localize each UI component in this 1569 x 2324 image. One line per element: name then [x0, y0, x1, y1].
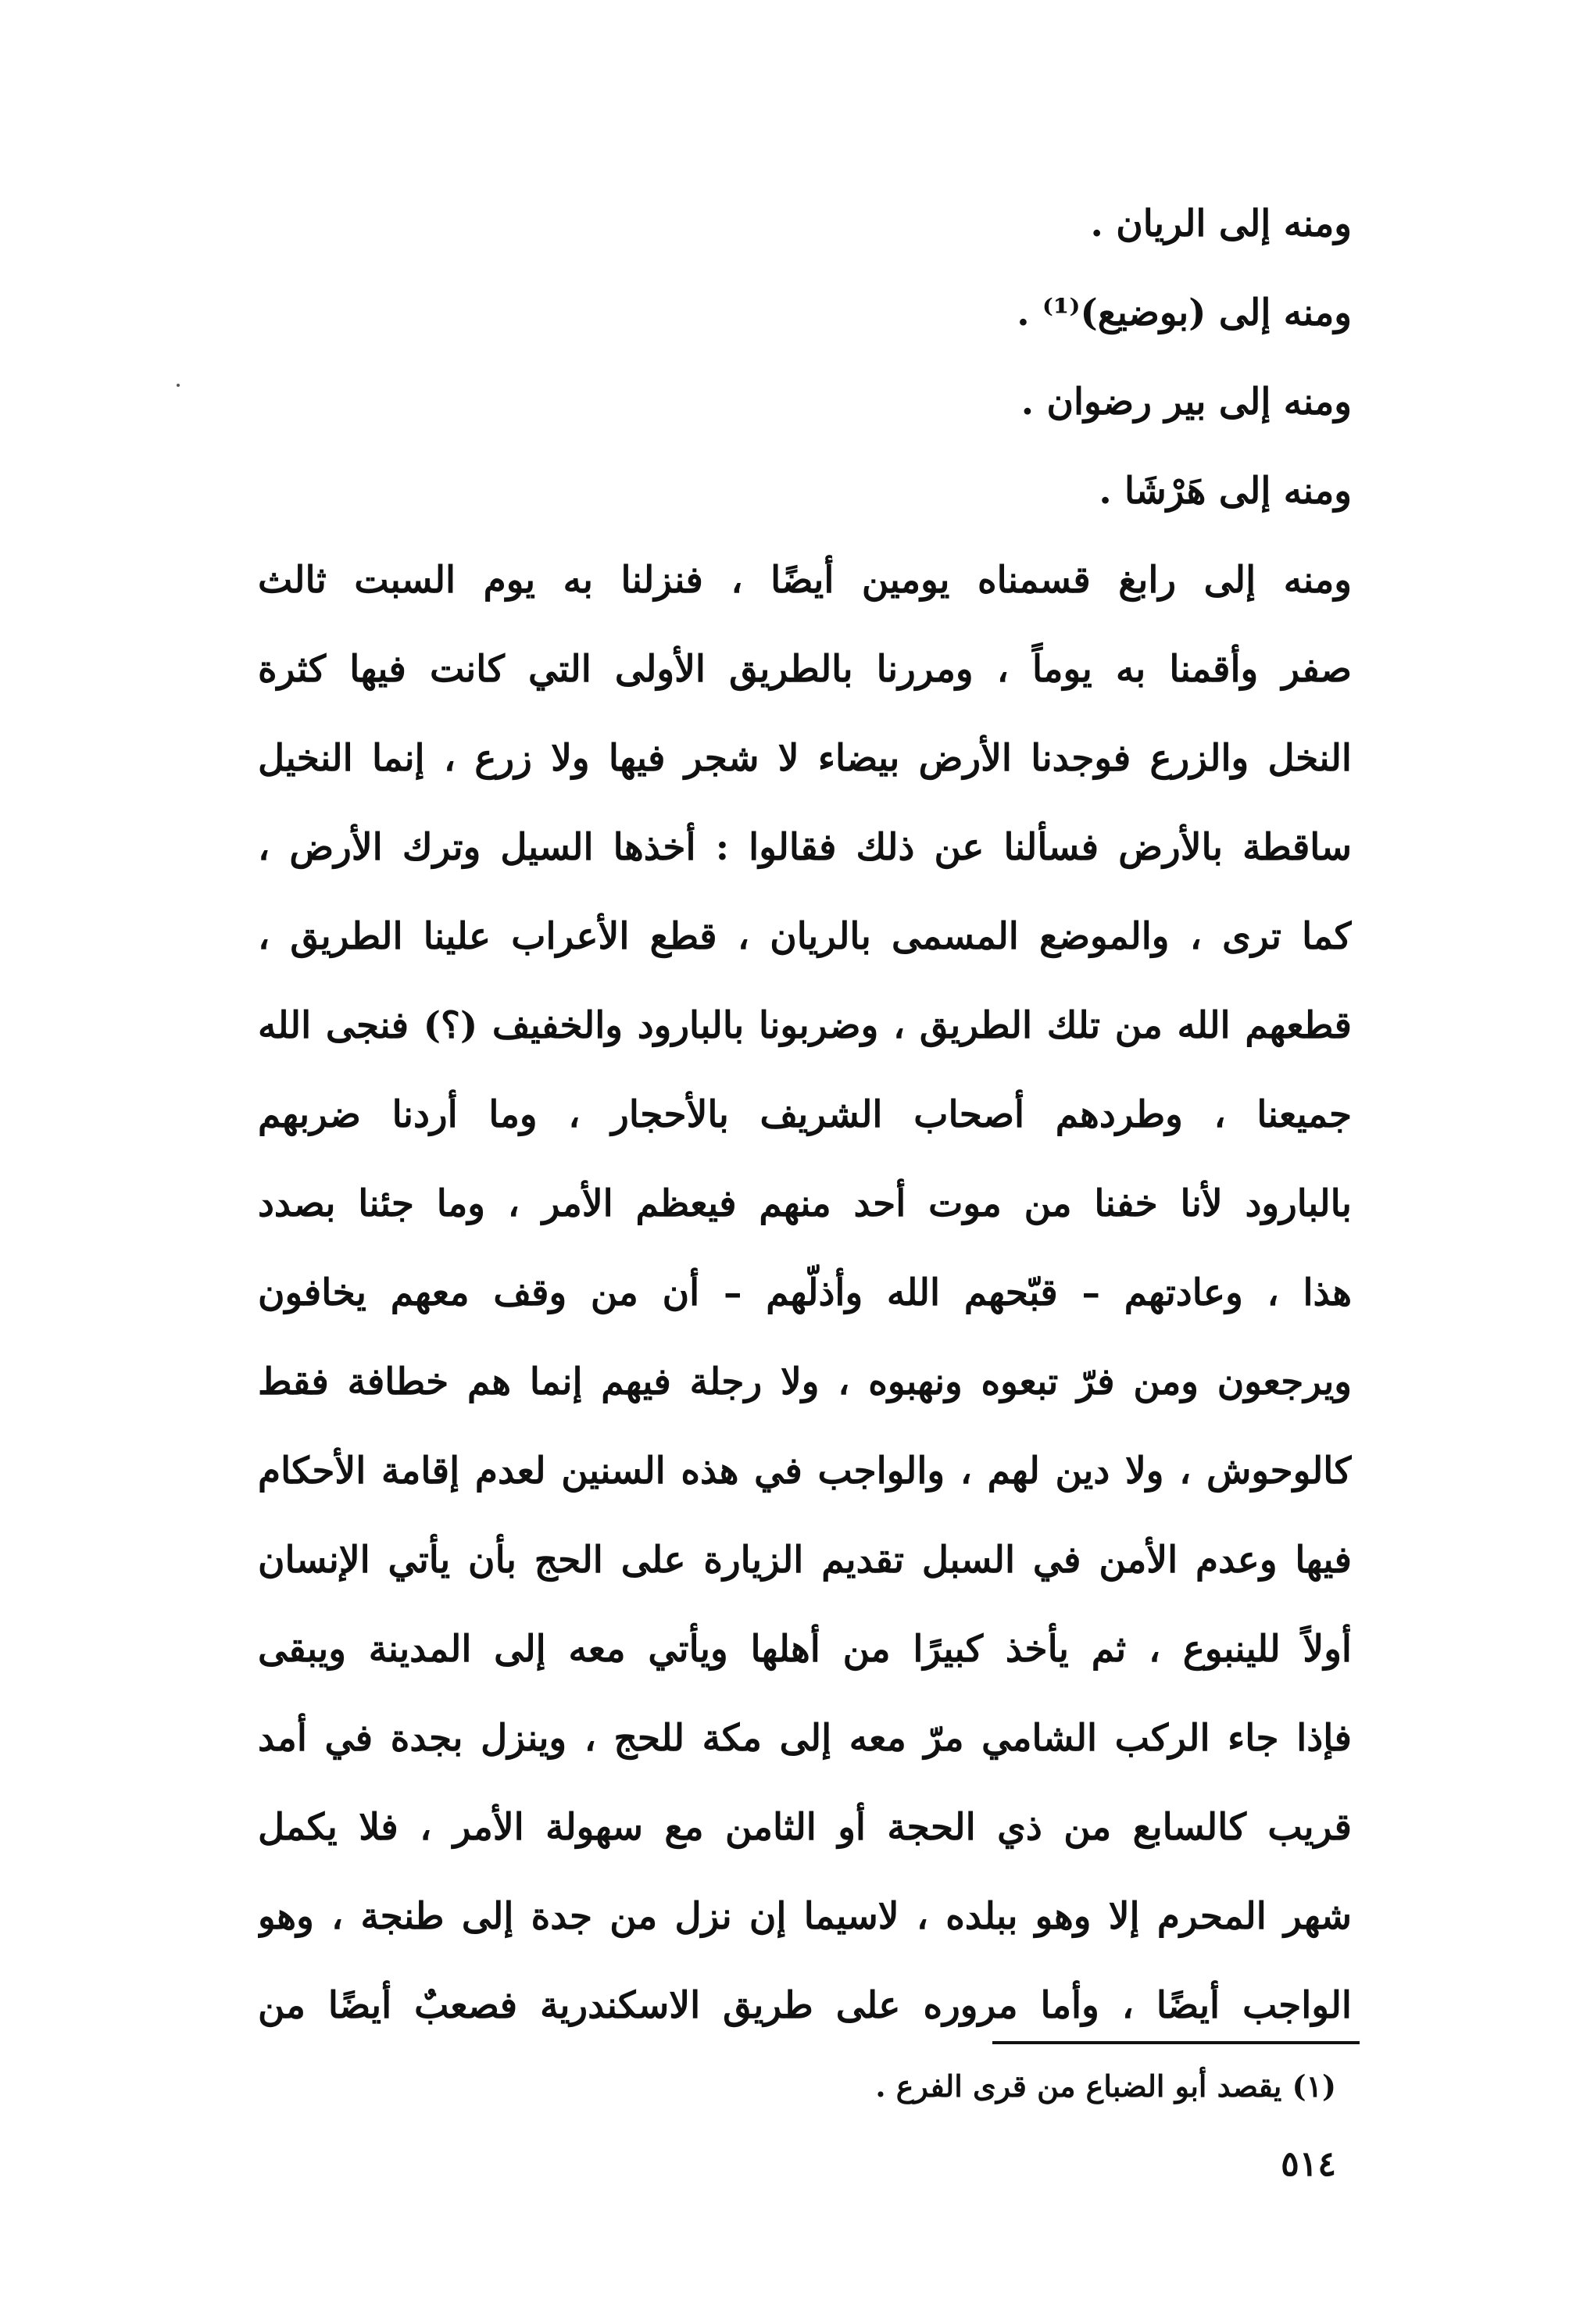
text-line: ومنه إلى رابغ قسمناه يومين أيضًا ، فنزلنا به يوم السبت ثالث — [258, 559, 1352, 602]
text-line: صفر وأقمنا به يوماً ، ومررنا بالطريق الأولى التي كانت فيها كثرة — [258, 648, 1352, 691]
text-line: كما ترى ، والموضع المسمى بالريان ، قطع الأعراب علينا الطريق ، — [258, 915, 1352, 958]
text-line: جميعنا ، وطردهم أصحاب الشريف بالأحجار ، وما أردنا ضربهم — [258, 1093, 1352, 1136]
text-line: النخل والزرع فوجدنا الأرض بيضاء لا شجر فيها ولا زرع ، إنما النخيل — [258, 737, 1352, 780]
text-line: ومنه إلى بير رضوان . — [1020, 381, 1352, 424]
text-line: أولاً للينبوع ، ثم يأخذ كبيرًا من أهلها ويأتي معه إلى المدينة ويبقى — [258, 1628, 1352, 1671]
text-line: قريب كالسابع من ذي الحجة أو الثامن مع سهولة الأمر ، فلا يكمل — [258, 1806, 1352, 1849]
text-line: شهر المحرم إلا وهو ببلده ، لاسيما إن نزل من جدة إلى طنجة ، وهو — [258, 1895, 1352, 1938]
text-line: ومنه إلى هَرْشَا . — [1099, 470, 1352, 513]
text-line: ويرجعون ومن فرّ تبعوه ونهبوه ، ولا رجلة فيهم إنما هم خطافة فقط — [258, 1360, 1352, 1403]
scan-speck — [177, 384, 180, 387]
footnote: (١) يقصد أبو الضباع من قرى الفرع . — [875, 2068, 1336, 2104]
text-line: قطعهم الله من تلك الطريق ، وضربونا بالبارود والخفيف (؟) فنجى الله — [258, 1004, 1352, 1047]
text-line: الواجب أيضًا ، وأما مروره على طريق الاسكندرية فصعبٌ أيضًا من — [258, 1984, 1352, 2027]
text-line: فيها وعدم الأمن في السبل تقديم الزيارة على الحج بأن يأتي الإنسان — [258, 1539, 1352, 1582]
page-number: ٥١٤ — [1281, 2144, 1336, 2184]
body-text — [258, 180, 1352, 2050]
text-line: ومنه إلى (بوضيع)⁽¹⁾ . — [1017, 291, 1352, 334]
text-line: كالوحوش ، ولا دين لهم ، والواجب في هذه السنين لعدم إقامة الأحكام — [258, 1450, 1352, 1493]
text-line: ومنه إلى الريان . — [1090, 202, 1352, 245]
text-line: ساقطة بالأرض فسألنا عن ذلك فقالوا : أخذها السيل وترك الأرض ، — [258, 826, 1352, 869]
text-line: هذا ، وعادتهم – قبّحهم الله وأذلّهم – أن من وقف معهم يخافون — [258, 1271, 1352, 1314]
text-line: فإذا جاء الركب الشامي مرّ معه إلى مكة للحج ، وينزل بجدة في أمد — [258, 1717, 1352, 1760]
footnote-separator — [992, 2041, 1360, 2044]
text-line: بالبارود لأنا خفنا من موت أحد منهم فيعظم الأمر ، وما جئنا بصدد — [258, 1182, 1352, 1225]
